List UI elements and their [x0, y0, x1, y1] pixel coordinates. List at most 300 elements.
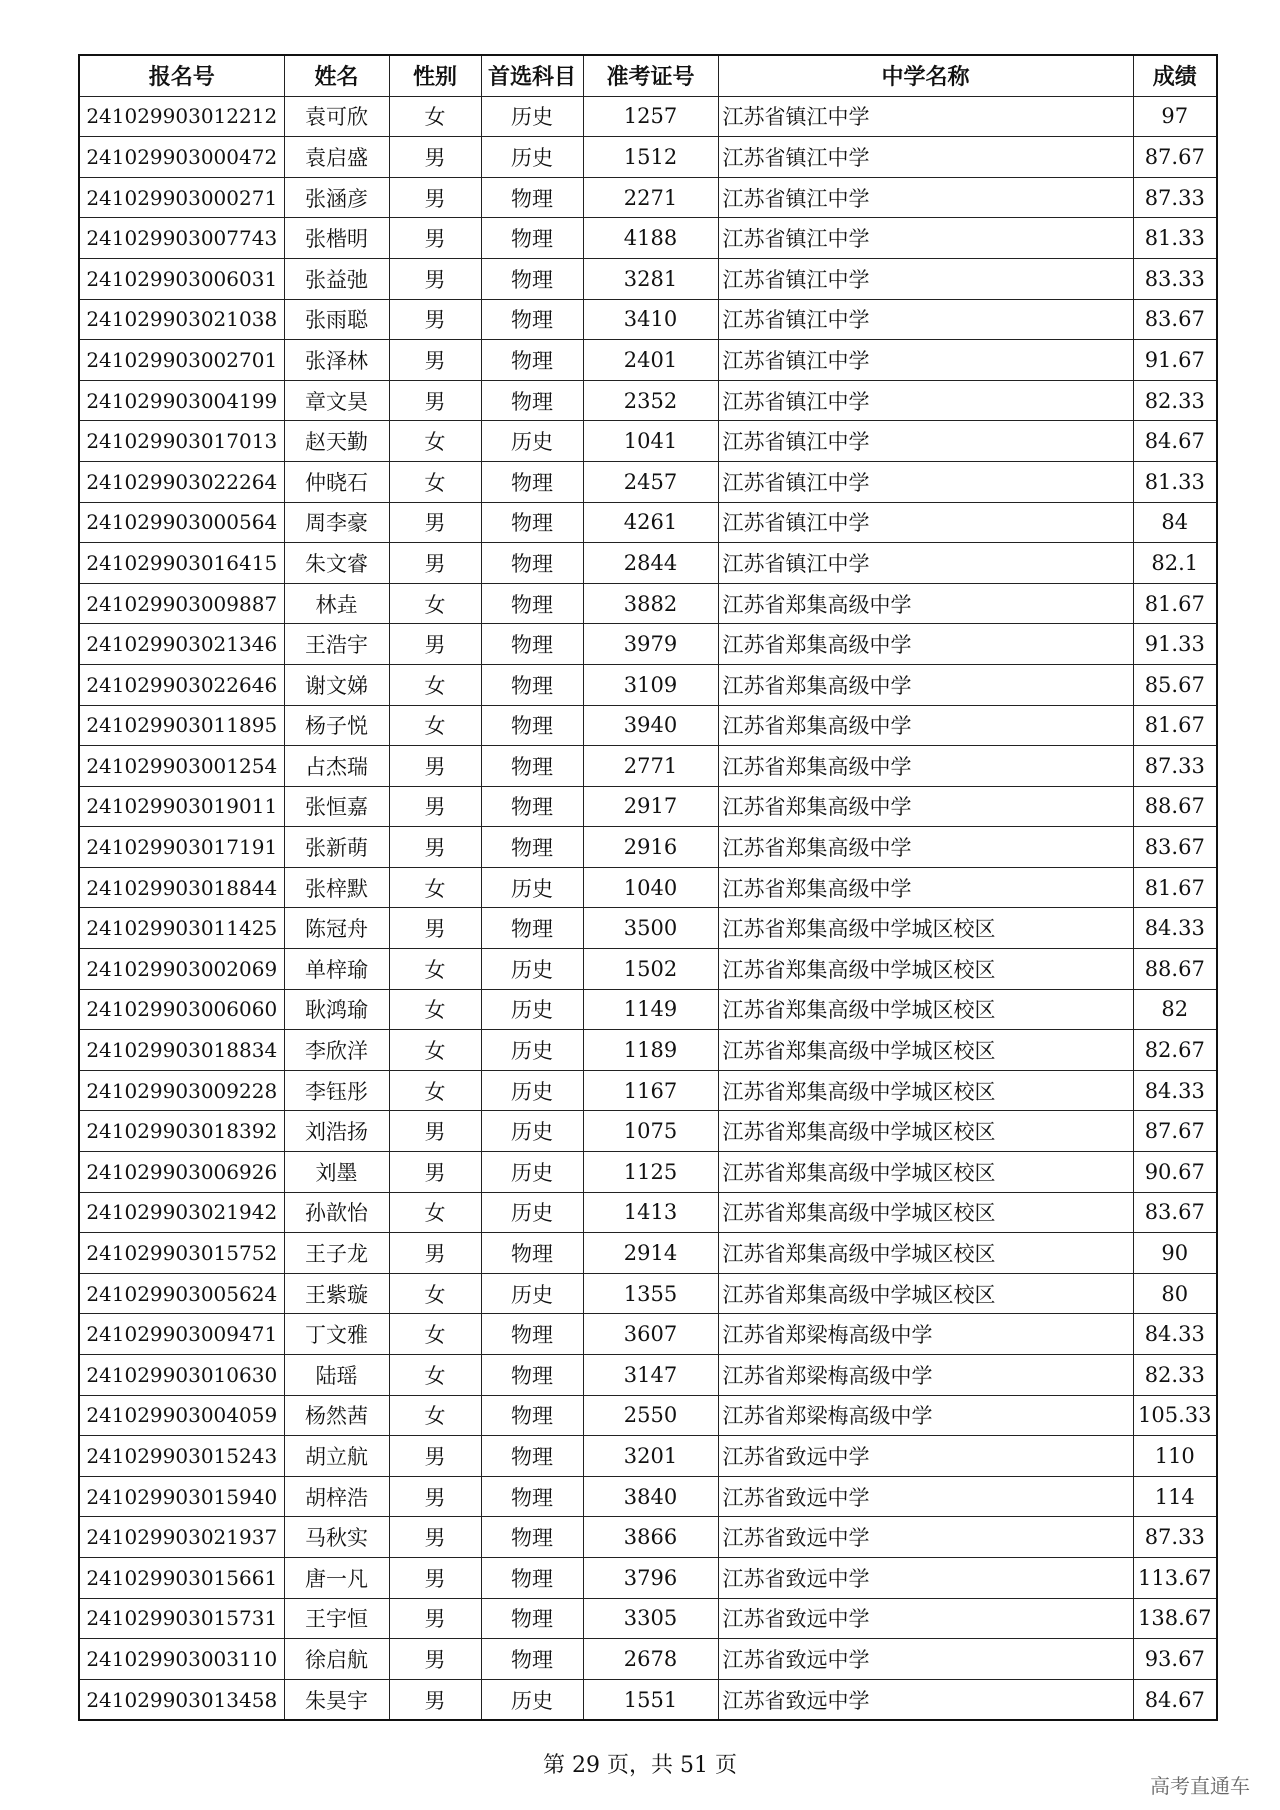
cell-score: 83.67 — [1133, 1192, 1217, 1233]
cell-gender: 男 — [389, 786, 481, 827]
cell-subject: 物理 — [481, 177, 583, 218]
cell-subject: 历史 — [481, 96, 583, 137]
cell-reg-number: 241029903017191 — [79, 827, 284, 868]
table-row — [79, 1598, 1217, 1639]
table-row — [79, 461, 1217, 502]
cell-exam-number: 2550 — [583, 1395, 718, 1436]
cell-school: 江苏省郑集高级中学 — [718, 786, 1133, 827]
cell-school: 江苏省郑梁梅高级中学 — [718, 1395, 1133, 1436]
cell-reg-number: 241029903004199 — [79, 380, 284, 421]
cell-name: 刘浩扬 — [284, 1111, 389, 1152]
cell-reg-number: 241029903012212 — [79, 96, 284, 137]
cell-reg-number: 241029903021038 — [79, 299, 284, 340]
cell-reg-number: 241029903021937 — [79, 1517, 284, 1558]
cell-score: 83.67 — [1133, 827, 1217, 868]
cell-exam-number: 1149 — [583, 989, 718, 1030]
cell-subject: 历史 — [481, 137, 583, 178]
page-number: 第 29 页，共 51 页 — [543, 1753, 737, 1778]
cell-exam-number: 3882 — [583, 583, 718, 624]
cell-name: 袁可欣 — [284, 96, 389, 137]
cell-exam-number: 2457 — [583, 461, 718, 502]
cell-reg-number: 241029903004059 — [79, 1395, 284, 1436]
table-row — [79, 1111, 1217, 1152]
cell-score: 97 — [1133, 96, 1217, 137]
cell-subject: 物理 — [481, 502, 583, 543]
cell-score: 82.33 — [1133, 380, 1217, 421]
cell-gender: 女 — [389, 867, 481, 908]
cell-gender: 男 — [389, 218, 481, 259]
cell-reg-number: 241029903009228 — [79, 1070, 284, 1111]
cell-gender: 女 — [389, 1395, 481, 1436]
cell-exam-number: 3147 — [583, 1355, 718, 1396]
cell-school: 江苏省郑集高级中学 — [718, 705, 1133, 746]
table-row — [79, 664, 1217, 705]
cell-gender: 男 — [389, 502, 481, 543]
cell-gender: 女 — [389, 1314, 481, 1355]
cell-subject: 物理 — [481, 258, 583, 299]
cell-school: 江苏省郑集高级中学 — [718, 746, 1133, 787]
cell-score: 82 — [1133, 989, 1217, 1030]
cell-score: 84.33 — [1133, 1314, 1217, 1355]
cell-gender: 男 — [389, 1557, 481, 1598]
cell-gender: 男 — [389, 380, 481, 421]
cell-gender: 男 — [389, 624, 481, 665]
table-row — [79, 1192, 1217, 1233]
cell-score: 90 — [1133, 1233, 1217, 1274]
cell-subject: 物理 — [481, 1233, 583, 1274]
cell-gender: 男 — [389, 1152, 481, 1193]
cell-school: 江苏省镇江中学 — [718, 543, 1133, 584]
cell-score: 80 — [1133, 1273, 1217, 1314]
table-row — [79, 1639, 1217, 1680]
cell-name: 耿鸿瑜 — [284, 989, 389, 1030]
cell-exam-number: 2271 — [583, 177, 718, 218]
cell-score: 81.67 — [1133, 867, 1217, 908]
cell-school: 江苏省郑集高级中学城区校区 — [718, 1273, 1133, 1314]
cell-school: 江苏省郑集高级中学 — [718, 583, 1133, 624]
cell-school: 江苏省镇江中学 — [718, 177, 1133, 218]
cell-score: 84 — [1133, 502, 1217, 543]
cell-score: 84.67 — [1133, 1679, 1217, 1720]
cell-score: 110 — [1133, 1436, 1217, 1477]
cell-exam-number: 2771 — [583, 746, 718, 787]
cell-reg-number: 241029903021346 — [79, 624, 284, 665]
cell-subject: 物理 — [481, 746, 583, 787]
cell-score: 93.67 — [1133, 1639, 1217, 1680]
cell-subject: 物理 — [481, 543, 583, 584]
cell-gender: 男 — [389, 299, 481, 340]
table-row — [79, 543, 1217, 584]
table-row — [79, 1355, 1217, 1396]
cell-subject: 历史 — [481, 1152, 583, 1193]
cell-school: 江苏省镇江中学 — [718, 218, 1133, 259]
table-row — [79, 746, 1217, 787]
cell-subject: 物理 — [481, 705, 583, 746]
table-row — [79, 137, 1217, 178]
cell-gender: 男 — [389, 1598, 481, 1639]
cell-gender: 男 — [389, 1233, 481, 1274]
cell-reg-number: 241029903022646 — [79, 664, 284, 705]
table-row — [79, 1517, 1217, 1558]
table-row — [79, 1152, 1217, 1193]
cell-score: 81.33 — [1133, 218, 1217, 259]
cell-reg-number: 241029903002701 — [79, 340, 284, 381]
cell-reg-number: 241029903009471 — [79, 1314, 284, 1355]
cell-name: 唐一凡 — [284, 1557, 389, 1598]
table-row — [79, 786, 1217, 827]
cell-gender: 女 — [389, 989, 481, 1030]
table-row — [79, 1436, 1217, 1477]
cell-reg-number: 241029903022264 — [79, 461, 284, 502]
cell-name: 李钰彤 — [284, 1070, 389, 1111]
cell-exam-number: 4261 — [583, 502, 718, 543]
cell-reg-number: 241029903019011 — [79, 786, 284, 827]
cell-name: 张益弛 — [284, 258, 389, 299]
cell-exam-number: 2678 — [583, 1639, 718, 1680]
cell-gender: 男 — [389, 1517, 481, 1558]
cell-score: 82.33 — [1133, 1355, 1217, 1396]
cell-school: 江苏省致远中学 — [718, 1598, 1133, 1639]
cell-subject: 历史 — [481, 1070, 583, 1111]
header-name: 姓名 — [284, 55, 389, 96]
table-row — [79, 1273, 1217, 1314]
cell-gender: 男 — [389, 258, 481, 299]
cell-subject: 物理 — [481, 664, 583, 705]
header-subject: 首选科目 — [481, 55, 583, 96]
cell-subject: 物理 — [481, 461, 583, 502]
table-row — [79, 583, 1217, 624]
cell-reg-number: 241029903015752 — [79, 1233, 284, 1274]
cell-subject: 历史 — [481, 867, 583, 908]
cell-subject: 物理 — [481, 1639, 583, 1680]
cell-subject: 历史 — [481, 1192, 583, 1233]
cell-gender: 女 — [389, 949, 481, 990]
cell-score: 87.33 — [1133, 746, 1217, 787]
cell-reg-number: 241029903002069 — [79, 949, 284, 990]
table-row — [79, 949, 1217, 990]
cell-name: 朱文睿 — [284, 543, 389, 584]
cell-school: 江苏省致远中学 — [718, 1679, 1133, 1720]
cell-subject: 物理 — [481, 1436, 583, 1477]
table-row — [79, 989, 1217, 1030]
cell-subject: 物理 — [481, 380, 583, 421]
cell-exam-number: 1413 — [583, 1192, 718, 1233]
cell-exam-number: 3281 — [583, 258, 718, 299]
cell-subject: 历史 — [481, 1273, 583, 1314]
cell-reg-number: 241029903001254 — [79, 746, 284, 787]
cell-school: 江苏省郑集高级中学城区校区 — [718, 1233, 1133, 1274]
cell-name: 赵天勤 — [284, 421, 389, 462]
table-row — [79, 218, 1217, 259]
cell-score: 138.67 — [1133, 1598, 1217, 1639]
cell-exam-number: 1041 — [583, 421, 718, 462]
cell-reg-number: 241029903010630 — [79, 1355, 284, 1396]
cell-school: 江苏省致远中学 — [718, 1557, 1133, 1598]
cell-score: 81.67 — [1133, 705, 1217, 746]
cell-subject: 物理 — [481, 218, 583, 259]
cell-exam-number: 1125 — [583, 1152, 718, 1193]
cell-name: 孙歆怡 — [284, 1192, 389, 1233]
cell-reg-number: 241029903006060 — [79, 989, 284, 1030]
cell-name: 张涵彦 — [284, 177, 389, 218]
cell-exam-number: 1502 — [583, 949, 718, 990]
cell-reg-number: 241029903011895 — [79, 705, 284, 746]
cell-exam-number: 4188 — [583, 218, 718, 259]
cell-score: 84.33 — [1133, 908, 1217, 949]
cell-exam-number: 3940 — [583, 705, 718, 746]
cell-name: 张雨聪 — [284, 299, 389, 340]
cell-score: 87.67 — [1133, 137, 1217, 178]
cell-name: 刘墨 — [284, 1152, 389, 1193]
cell-reg-number: 241029903006926 — [79, 1152, 284, 1193]
cell-reg-number: 241029903015243 — [79, 1436, 284, 1477]
table-row — [79, 1395, 1217, 1436]
cell-exam-number: 3109 — [583, 664, 718, 705]
cell-reg-number: 241029903006031 — [79, 258, 284, 299]
cell-score: 87.67 — [1133, 1111, 1217, 1152]
table-row — [79, 96, 1217, 137]
cell-school: 江苏省郑集高级中学城区校区 — [718, 1030, 1133, 1071]
cell-name: 张楷明 — [284, 218, 389, 259]
cell-school: 江苏省郑集高级中学城区校区 — [718, 908, 1133, 949]
cell-exam-number: 1075 — [583, 1111, 718, 1152]
cell-subject: 物理 — [481, 908, 583, 949]
cell-school: 江苏省郑集高级中学 — [718, 827, 1133, 868]
cell-gender: 男 — [389, 177, 481, 218]
cell-score: 83.67 — [1133, 299, 1217, 340]
cell-score: 84.33 — [1133, 1070, 1217, 1111]
table-row — [79, 1233, 1217, 1274]
table-body — [79, 96, 1217, 1720]
cell-exam-number: 1551 — [583, 1679, 718, 1720]
cell-exam-number: 3866 — [583, 1517, 718, 1558]
cell-name: 王子龙 — [284, 1233, 389, 1274]
cell-subject: 物理 — [481, 1557, 583, 1598]
cell-subject: 历史 — [481, 989, 583, 1030]
cell-reg-number: 241029903016415 — [79, 543, 284, 584]
header-reg-number: 报名号 — [79, 55, 284, 96]
cell-exam-number: 1040 — [583, 867, 718, 908]
cell-subject: 物理 — [481, 1355, 583, 1396]
cell-subject: 物理 — [481, 786, 583, 827]
cell-name: 陆瑶 — [284, 1355, 389, 1396]
cell-school: 江苏省镇江中学 — [718, 421, 1133, 462]
cell-subject: 物理 — [481, 583, 583, 624]
cell-name: 张新萌 — [284, 827, 389, 868]
cell-gender: 男 — [389, 827, 481, 868]
table-row — [79, 705, 1217, 746]
cell-name: 杨然茜 — [284, 1395, 389, 1436]
cell-school: 江苏省郑集高级中学城区校区 — [718, 1192, 1133, 1233]
table-row — [79, 867, 1217, 908]
cell-score: 82.67 — [1133, 1030, 1217, 1071]
cell-name: 章文昊 — [284, 380, 389, 421]
cell-exam-number: 2916 — [583, 827, 718, 868]
cell-name: 谢文娣 — [284, 664, 389, 705]
cell-name: 朱昊宇 — [284, 1679, 389, 1720]
table-row — [79, 1314, 1217, 1355]
cell-name: 林垚 — [284, 583, 389, 624]
cell-exam-number: 2917 — [583, 786, 718, 827]
cell-subject: 物理 — [481, 299, 583, 340]
cell-score: 90.67 — [1133, 1152, 1217, 1193]
table-row — [79, 624, 1217, 665]
cell-subject: 物理 — [481, 624, 583, 665]
cell-exam-number: 1355 — [583, 1273, 718, 1314]
cell-exam-number: 3201 — [583, 1436, 718, 1477]
cell-score: 87.33 — [1133, 177, 1217, 218]
cell-school: 江苏省郑集高级中学城区校区 — [718, 1070, 1133, 1111]
cell-school: 江苏省郑梁梅高级中学 — [718, 1314, 1133, 1355]
cell-reg-number: 241029903000564 — [79, 502, 284, 543]
table-row — [79, 380, 1217, 421]
cell-name: 张梓默 — [284, 867, 389, 908]
table-row — [79, 177, 1217, 218]
cell-gender: 女 — [389, 583, 481, 624]
cell-school: 江苏省郑梁梅高级中学 — [718, 1355, 1133, 1396]
cell-exam-number: 2401 — [583, 340, 718, 381]
cell-reg-number: 241029903015940 — [79, 1476, 284, 1517]
table-row — [79, 340, 1217, 381]
cell-school: 江苏省镇江中学 — [718, 299, 1133, 340]
cell-school: 江苏省郑集高级中学城区校区 — [718, 1152, 1133, 1193]
cell-exam-number: 2352 — [583, 380, 718, 421]
cell-school: 江苏省致远中学 — [718, 1476, 1133, 1517]
cell-name: 王宇恒 — [284, 1598, 389, 1639]
cell-school: 江苏省镇江中学 — [718, 258, 1133, 299]
cell-gender: 男 — [389, 340, 481, 381]
table-row — [79, 299, 1217, 340]
cell-gender: 男 — [389, 137, 481, 178]
cell-reg-number: 241029903015731 — [79, 1598, 284, 1639]
cell-gender: 男 — [389, 543, 481, 584]
cell-exam-number: 1189 — [583, 1030, 718, 1071]
cell-school: 江苏省镇江中学 — [718, 137, 1133, 178]
cell-gender: 女 — [389, 421, 481, 462]
cell-reg-number: 241029903018834 — [79, 1030, 284, 1071]
cell-gender: 男 — [389, 746, 481, 787]
table-row — [79, 258, 1217, 299]
cell-reg-number: 241029903013458 — [79, 1679, 284, 1720]
cell-gender: 男 — [389, 1679, 481, 1720]
cell-reg-number: 241029903017013 — [79, 421, 284, 462]
cell-gender: 女 — [389, 1355, 481, 1396]
cell-gender: 女 — [389, 461, 481, 502]
cell-reg-number: 241029903007743 — [79, 218, 284, 259]
cell-exam-number: 3500 — [583, 908, 718, 949]
cell-gender: 男 — [389, 1476, 481, 1517]
cell-exam-number: 3796 — [583, 1557, 718, 1598]
cell-school: 江苏省镇江中学 — [718, 461, 1133, 502]
cell-gender: 男 — [389, 908, 481, 949]
cell-gender: 女 — [389, 1273, 481, 1314]
cell-subject: 物理 — [481, 1517, 583, 1558]
cell-school: 江苏省致远中学 — [718, 1517, 1133, 1558]
cell-school: 江苏省致远中学 — [718, 1639, 1133, 1680]
cell-school: 江苏省镇江中学 — [718, 340, 1133, 381]
cell-reg-number: 241029903000271 — [79, 177, 284, 218]
cell-reg-number: 241029903015661 — [79, 1557, 284, 1598]
cell-exam-number: 1257 — [583, 96, 718, 137]
cell-score: 84.67 — [1133, 421, 1217, 462]
cell-gender: 女 — [389, 1030, 481, 1071]
cell-school: 江苏省郑集高级中学城区校区 — [718, 1111, 1133, 1152]
cell-name: 单梓瑜 — [284, 949, 389, 990]
cell-name: 胡梓浩 — [284, 1476, 389, 1517]
cell-exam-number: 3607 — [583, 1314, 718, 1355]
cell-school: 江苏省郑集高级中学城区校区 — [718, 949, 1133, 990]
watermark: 高考直通车 — [1150, 1774, 1250, 1798]
cell-score: 113.67 — [1133, 1557, 1217, 1598]
cell-gender: 女 — [389, 1192, 481, 1233]
cell-score: 83.33 — [1133, 258, 1217, 299]
cell-name: 马秋实 — [284, 1517, 389, 1558]
cell-name: 张泽林 — [284, 340, 389, 381]
cell-gender: 男 — [389, 1639, 481, 1680]
cell-exam-number: 3979 — [583, 624, 718, 665]
header-school: 中学名称 — [718, 55, 1133, 96]
cell-gender: 女 — [389, 664, 481, 705]
cell-name: 王紫璇 — [284, 1273, 389, 1314]
cell-school: 江苏省郑集高级中学 — [718, 664, 1133, 705]
cell-name: 李欣洋 — [284, 1030, 389, 1071]
table-row — [79, 1476, 1217, 1517]
cell-exam-number: 2914 — [583, 1233, 718, 1274]
cell-subject: 物理 — [481, 340, 583, 381]
cell-score: 82.1 — [1133, 543, 1217, 584]
cell-reg-number: 241029903003110 — [79, 1639, 284, 1680]
cell-score: 105.33 — [1133, 1395, 1217, 1436]
cell-subject: 物理 — [481, 1314, 583, 1355]
cell-reg-number: 241029903018392 — [79, 1111, 284, 1152]
cell-gender: 女 — [389, 1070, 481, 1111]
cell-exam-number: 1512 — [583, 137, 718, 178]
cell-reg-number: 241029903005624 — [79, 1273, 284, 1314]
table-row — [79, 421, 1217, 462]
cell-reg-number: 241029903011425 — [79, 908, 284, 949]
cell-name: 仲晓石 — [284, 461, 389, 502]
cell-exam-number: 3840 — [583, 1476, 718, 1517]
table-row — [79, 908, 1217, 949]
cell-score: 85.67 — [1133, 664, 1217, 705]
cell-name: 丁文雅 — [284, 1314, 389, 1355]
cell-name: 王浩宇 — [284, 624, 389, 665]
cell-subject: 物理 — [481, 1476, 583, 1517]
cell-school: 江苏省镇江中学 — [718, 380, 1133, 421]
cell-name: 占杰瑞 — [284, 746, 389, 787]
cell-score: 87.33 — [1133, 1517, 1217, 1558]
cell-subject: 历史 — [481, 421, 583, 462]
table-row — [79, 827, 1217, 868]
cell-score: 91.67 — [1133, 340, 1217, 381]
cell-subject: 历史 — [481, 949, 583, 990]
cell-exam-number: 3305 — [583, 1598, 718, 1639]
table-header-row — [79, 55, 1217, 96]
cell-subject: 物理 — [481, 827, 583, 868]
cell-score: 88.67 — [1133, 949, 1217, 990]
table-row — [79, 502, 1217, 543]
cell-school: 江苏省郑集高级中学城区校区 — [718, 989, 1133, 1030]
cell-gender: 男 — [389, 1436, 481, 1477]
cell-gender: 女 — [389, 96, 481, 137]
cell-score: 91.33 — [1133, 624, 1217, 665]
cell-school: 江苏省镇江中学 — [718, 96, 1133, 137]
cell-reg-number: 241029903000472 — [79, 137, 284, 178]
cell-exam-number: 2844 — [583, 543, 718, 584]
cell-name: 陈冠舟 — [284, 908, 389, 949]
header-gender: 性别 — [389, 55, 481, 96]
cell-school: 江苏省郑集高级中学 — [718, 867, 1133, 908]
